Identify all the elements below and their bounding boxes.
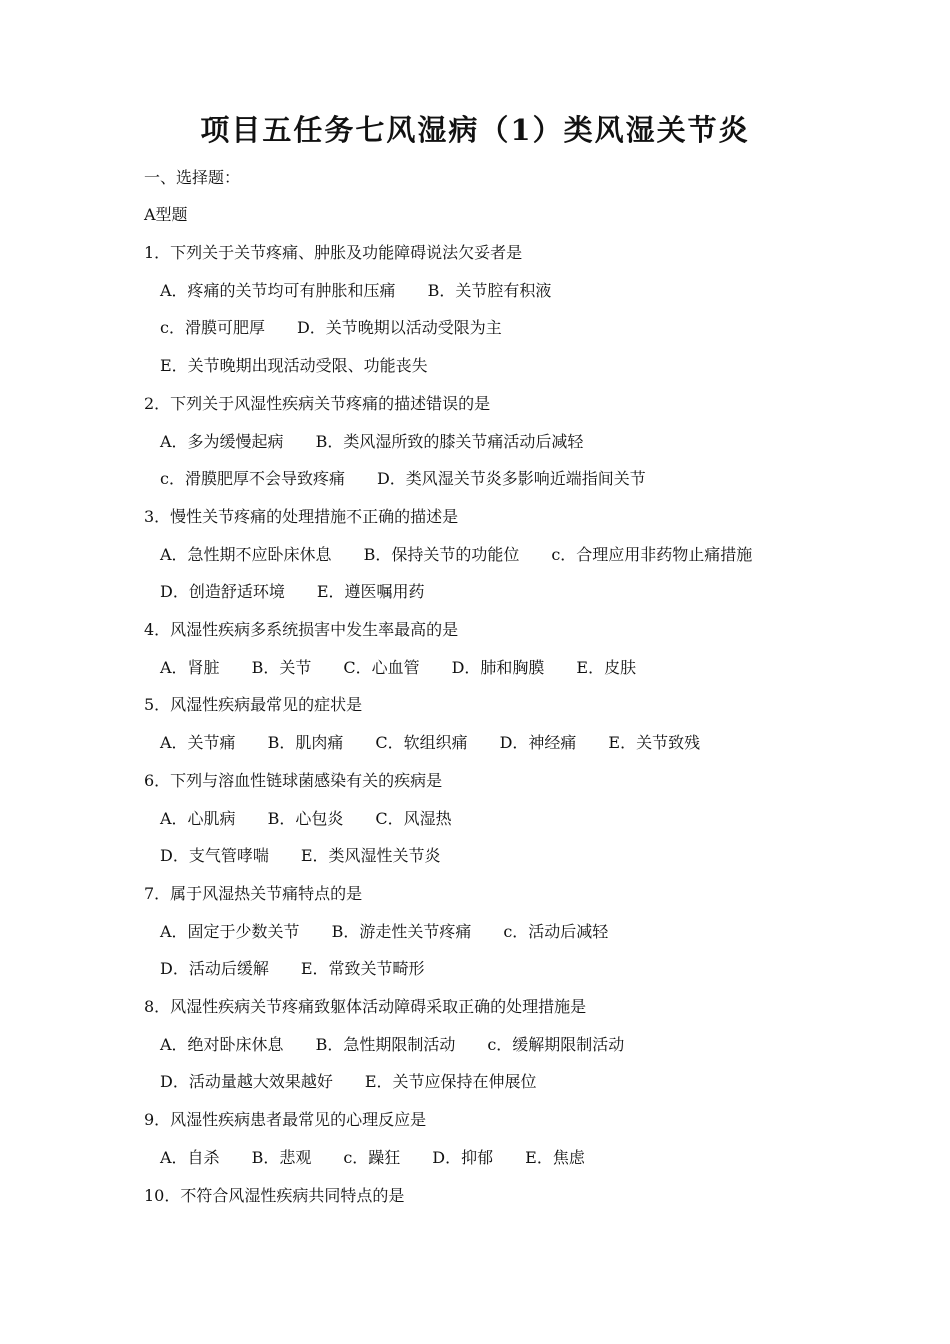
- answer-option: A．绝对卧床休息: [160, 1034, 284, 1054]
- option-row: [160, 809, 452, 829]
- option-row: [160, 582, 425, 602]
- question-stem: 7．属于风湿热关节痛特点的是: [144, 883, 363, 903]
- answer-option: D．类风湿关节炎多影响近端指间关节: [376, 469, 646, 489]
- question-stem: 6．下列与溶血性链球菌感染有关的疾病是: [144, 770, 443, 790]
- answer-option: E．遵医嘱用药: [316, 582, 425, 602]
- answer-option: B．悲观: [251, 1147, 312, 1167]
- answer-option: E．皮肤: [576, 657, 637, 677]
- answer-option: A．肾脏: [160, 657, 220, 677]
- answer-option: B．关节腔有积液: [427, 280, 552, 300]
- option-row: [160, 846, 441, 866]
- question-stem: 2．下列关于风湿性疾病关节疼痛的描述错误的是: [144, 393, 491, 413]
- question-stem: 5．风湿性疾病最常见的症状是: [144, 695, 363, 715]
- option-row: [160, 1148, 585, 1168]
- answer-option: D．创造舒适环境: [160, 582, 285, 602]
- answer-option: B．急性期限制活动: [315, 1034, 456, 1054]
- document-title: 项目五任务七风湿病（1）类风湿关节炎: [200, 113, 750, 147]
- answer-option: E．关节应保持在伸展位: [364, 1072, 537, 1092]
- answer-option: B．类风湿所致的膝关节痛活动后减轻: [315, 431, 584, 451]
- question-stem: 1．下列关于关节疼痛、肿胀及功能障碍说法欠妥者是: [144, 243, 523, 262]
- option-row: [160, 959, 425, 979]
- answer-option: B．保持关节的功能位: [363, 544, 520, 564]
- answer-option: C．心血管: [343, 657, 420, 677]
- answer-option: A．关节痛: [160, 733, 236, 753]
- answer-option: D．神经痛: [499, 733, 577, 753]
- answer-option: C．风湿热: [375, 808, 452, 828]
- option-row: [160, 545, 752, 565]
- answer-option: B．关节: [251, 657, 312, 677]
- answer-option: D．关节晚期以活动受限为主: [296, 318, 502, 338]
- option-row: [160, 469, 646, 489]
- answer-option: E．关节致残: [608, 733, 701, 753]
- answer-option: D．活动后缓解: [160, 959, 269, 979]
- option-row: [160, 281, 551, 301]
- answer-option: c．活动后减轻: [503, 921, 609, 941]
- answer-option: A．疼痛的关节均可有肿胀和压痛: [160, 280, 396, 300]
- section-heading: 一、选择题：: [144, 168, 241, 187]
- option-row: [160, 733, 700, 753]
- question-stem: 4．风湿性疾病多系统损害中发生率最高的是: [144, 620, 459, 639]
- answer-option: c．躁狂: [343, 1147, 401, 1167]
- answer-option: E．常致关节畸形: [300, 959, 425, 979]
- option-row: [160, 1072, 537, 1092]
- answer-option: D．抑郁: [432, 1147, 494, 1167]
- answer-option: A．急性期不应卧床休息: [160, 544, 332, 564]
- answer-option: D．活动量越大效果越好: [160, 1072, 333, 1092]
- answer-option: D．肺和胸膜: [451, 657, 545, 677]
- question-stem: 9．风湿性疾病患者最常见的心理反应是: [144, 1110, 427, 1130]
- answer-option: A．固定于少数关节: [160, 921, 300, 941]
- answer-option: D．支气管哮喘: [160, 846, 269, 866]
- answer-option: A．自杀: [160, 1147, 220, 1167]
- option-row: [160, 318, 502, 338]
- option-row: [160, 922, 608, 942]
- answer-option: B．游走性关节疼痛: [331, 921, 472, 941]
- option-row: [160, 356, 428, 376]
- answer-option: E．类风湿性关节炎: [300, 846, 441, 866]
- answer-option: B．肌肉痛: [267, 733, 344, 753]
- option-row: [160, 432, 583, 452]
- answer-option: A．心肌病: [160, 808, 236, 828]
- answer-option: c．滑膜可肥厚: [160, 318, 265, 338]
- answer-option: c．合理应用非药物止痛措施: [551, 544, 753, 564]
- answer-option: C．软组织痛: [375, 733, 468, 753]
- question-stem: 8．风湿性疾病关节疼痛致躯体活动障碍采取正确的处理措施是: [144, 997, 587, 1016]
- answer-option: c．缓解期限制活动: [487, 1034, 625, 1054]
- answer-option: E．关节晚期出现活动受限、功能丧失: [160, 356, 428, 376]
- answer-option: E．焦虑: [525, 1147, 585, 1167]
- answer-option: c．滑膜肥厚不会导致疼痛: [160, 469, 345, 489]
- option-row: [160, 658, 636, 678]
- subsection-heading: A型题: [144, 205, 188, 224]
- answer-option: B．心包炎: [267, 808, 344, 828]
- option-row: [160, 1035, 624, 1055]
- answer-option: A．多为缓慢起病: [160, 431, 284, 451]
- question-stem: 10．不符合风湿性疾病共同特点的是: [144, 1185, 405, 1205]
- question-stem: 3．慢性关节疼痛的处理措施不正确的描述是: [144, 506, 459, 526]
